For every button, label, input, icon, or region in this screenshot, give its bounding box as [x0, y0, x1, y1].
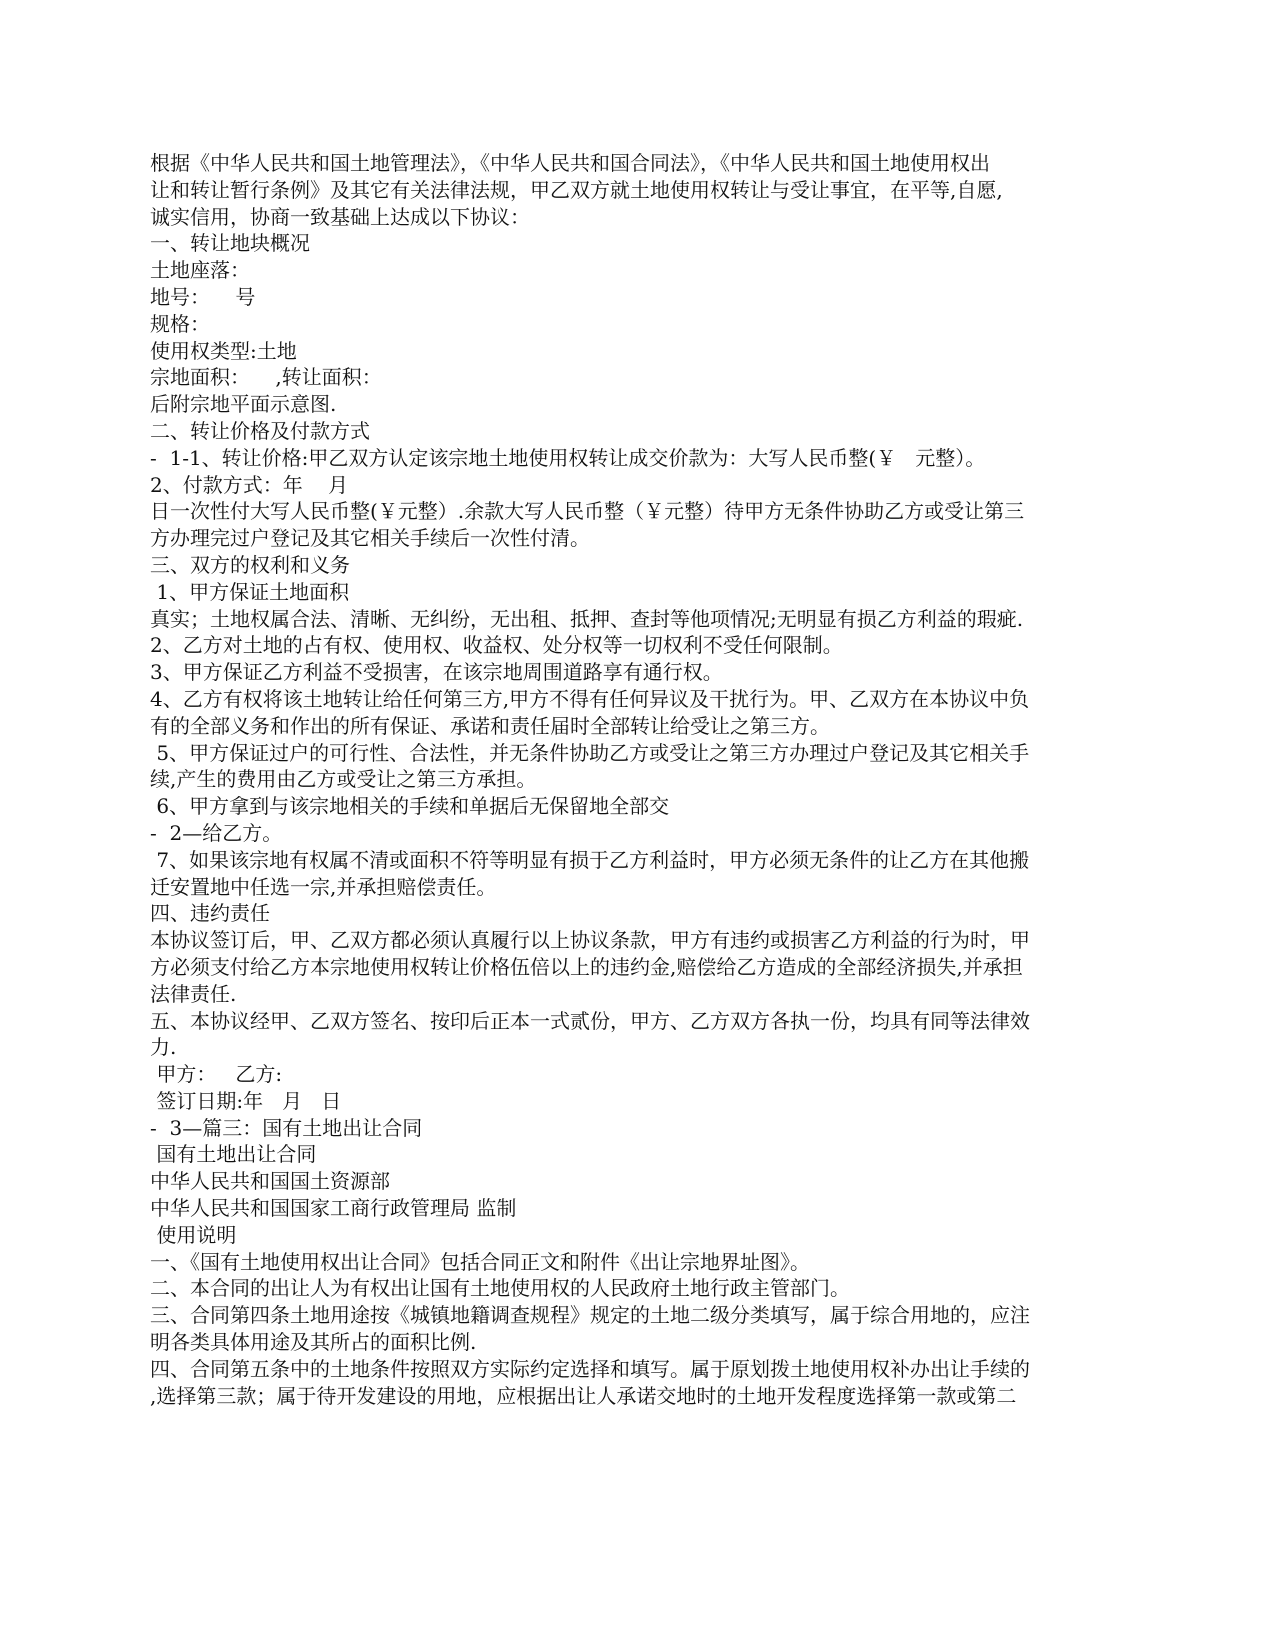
section-heading: 一、转让地块概况 [150, 231, 310, 256]
issuer-line: 中华人民共和国国家工商行政管理局 监制 [150, 1196, 517, 1221]
text-line: 二、本合同的出让人为有权出让国有土地使用权的人民政府土地行政主管部门。 [150, 1276, 850, 1301]
text-line: 6、甲方拿到与该宗地相关的手续和单据后无保留地全部交 [150, 794, 670, 819]
text-line: 土地座落： [150, 258, 250, 283]
text-line: - 1-1、转让价格:甲乙双方认定该宗地土地使用权转让成交价款为：大写人民币整(￥ 元整）。 [150, 445, 986, 470]
signature-line: 甲方： 乙方: [150, 1062, 283, 1087]
text-line: 明各类具体用途及其所占的面积比例. [150, 1330, 477, 1355]
text-line: ,选择第三款；属于待开发建设的用地，应根据出让人承诺交地时的土地开发程度选择第一款或第二 [150, 1383, 1017, 1408]
page-number-line: - 2—给乙方。 [150, 820, 283, 845]
text-line: 7、如果该宗地有权属不清或面积不符等明显有损于乙方利益时，甲方必须无条件的让乙方在其他搬 [150, 847, 1030, 872]
text-line: 续,产生的费用由乙方或受让之第三方承担。 [150, 767, 537, 792]
text-line: 本协议签订后，甲、乙双方都必须认真履行以上协议条款，甲方有违约或损害乙方利益的行为时，甲 [150, 928, 1030, 953]
text-line: 2、付款方式：年 月 [150, 472, 349, 497]
section-heading: 三、双方的权利和义务 [150, 552, 350, 577]
text-line: 2、乙方对土地的占有权、使用权、收益权、处分权等一切权利不受任何限制。 [150, 633, 843, 658]
text-line: 5、甲方保证过户的可行性、合法性，并无条件协助乙方或受让之第三方办理过户登记及其它相关手 [150, 740, 1030, 765]
text-line: 4、乙方有权将该土地转让给任何第三方,甲方不得有任何异议及干扰行为。甲、乙双方在本协议中负 [150, 686, 1030, 711]
text-line: 四、合同第五条中的土地条件按照双方实际约定选择和填写。属于原划拨土地使用权补办出让手续的 [150, 1356, 1030, 1381]
text-line: 使用权类型:土地 [150, 338, 297, 363]
text-line: 一、《国有土地使用权出让合同》包括合同正文和附件《出让宗地界址图》。 [150, 1249, 810, 1274]
text-line: 规格： [150, 311, 210, 336]
text-line: 后附宗地平面示意图. [150, 392, 337, 417]
text-line: 方必须支付给乙方本宗地使用权转让价格伍倍以上的违约金,赔偿给乙方造成的全部经济损失,并承担 [150, 954, 1023, 979]
text-line: 法律责任. [150, 981, 237, 1006]
text-line: 方办理完过户登记及其它相关手续后一次性付清。 [150, 526, 590, 551]
text-line: 真实；土地权属合法、清晰、无纠纷，无出租、抵押、查封等他项情况;无明显有损乙方利益的瑕疵. [150, 606, 1024, 631]
text-line: 地号： 号 [150, 284, 256, 309]
section-heading: 使用说明 [150, 1222, 237, 1247]
text-line: 1、甲方保证土地面积 [150, 579, 350, 604]
text-line: 力. [150, 1035, 177, 1060]
text-line: 三、合同第四条土地用途按《城镇地籍调查规程》规定的土地二级分类填写，属于综合用地的，应注 [150, 1303, 1030, 1328]
text-line: 宗地面积： ,转让面积： [150, 365, 382, 390]
text-line: 五、本协议经甲、乙双方签名、按印后正本一式贰份，甲方、乙方双方各执一份，均具有同等法律效 [150, 1008, 1030, 1033]
text-line: 有的全部义务和作出的所有保证、承诺和责任届时全部转让给受让之第三方。 [150, 713, 830, 738]
date-line: 签订日期:年 月 日 [150, 1088, 342, 1113]
text-line: 迁安置地中任选一宗,并承担赔偿责任。 [150, 874, 497, 899]
page-number-line: - 3—篇三：国有土地出让合同 [150, 1115, 423, 1140]
section-heading: 四、违约责任 [150, 901, 270, 926]
text-line: 让和转让暂行条例》及其它有关法律法规，甲乙双方就土地使用权转让与受让事宜，在平等,自愿, [150, 177, 1003, 202]
text-line: 日一次性付大写人民币整(￥元整）.余款大写人民币整（￥元整）待甲方无条件协助乙方或受让第三 [150, 499, 1025, 524]
section-heading: 二、转让价格及付款方式 [150, 418, 370, 443]
document-body [150, 150, 1120, 1409]
text-line: 诚实信用，协商一致基础上达成以下协议： [150, 204, 530, 229]
issuer-line: 中华人民共和国国土资源部 [150, 1169, 390, 1194]
document-title: 国有土地出让合同 [150, 1142, 317, 1167]
text-line: 根据《中华人民共和国土地管理法》，《中华人民共和国合同法》，《中华人民共和国土地使用权出 [150, 151, 990, 175]
text-line: 3、甲方保证乙方利益不受损害，在该宗地周围道路享有通行权。 [150, 660, 723, 685]
